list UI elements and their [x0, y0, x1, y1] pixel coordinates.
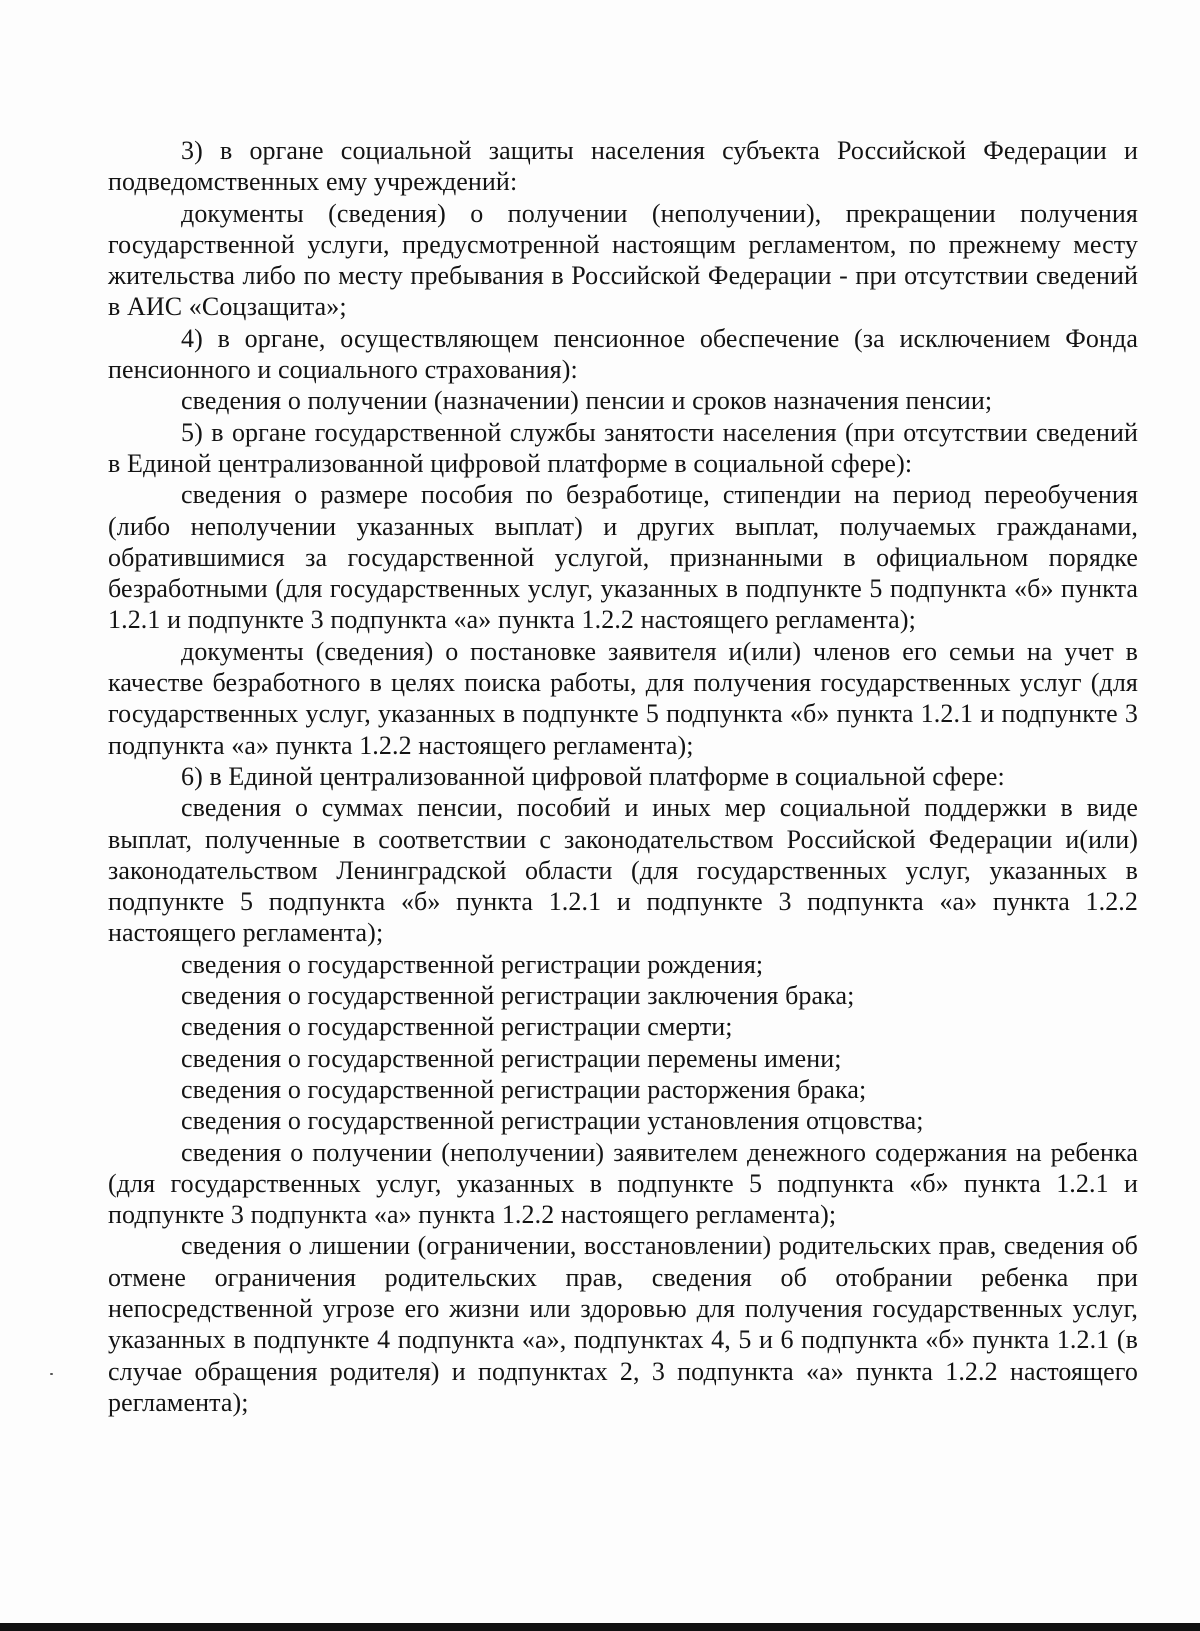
paragraph-name-change-registration: сведения о государственной регистрации перемены имени;: [181, 1043, 842, 1073]
paragraph-pension-info: сведения о получении (назначении) пенсии и сроков назначения пенсии;: [181, 386, 993, 416]
paragraph-child-maintenance: сведения о получении (неполучении) заявителем денежного содержания на ребенка (для государственных услуг, указанных в подпункте 5 подпункта «б» пункта 1.2.1 и подпункте 3 подпункта «а» пункта 1.2.2 настоящего регламента);: [108, 1137, 1138, 1230]
paragraph-paternity-registration: сведения о государственной регистрации установления отцовства;: [181, 1106, 924, 1136]
paragraph-parental-rights: сведения о лишении (ограничении, восстановлении) родительских прав, сведения об отмене ограничения родительских прав, сведения об отобрании ребенка при непосредственной угрозе его жизни или здоровью для получения государственных услуг, указанных в подпункте 4 подпункта «а», подпунктах 4, 5 и 6 подпункта «б» пункта 1.2.1 (в случае обращения родителя) и подпунктах 2, 3 подпункта «а» пункта 1.2.2 настоящего регламента);: [108, 1231, 1138, 1417]
paragraph-marriage-registration: сведения о государственной регистрации заключения брака;: [181, 981, 855, 1011]
paragraph-employment-service: 5) в органе государственной службы занятости населения (при отсутствии сведений в Единой централизованной цифровой платформе в социальной сфере):: [108, 417, 1138, 478]
paragraph-pension-body: 4) в органе, осуществляющем пенсионное обеспечение (за исключением Фонда пенсионного и социального страхования):: [108, 323, 1138, 385]
scan-speck: [50, 1373, 53, 1375]
paragraph-birth-registration: сведения о государственной регистрации рождения;: [181, 949, 764, 979]
paragraph-unemployment-benefit: сведения о размере пособия по безработице, стипендии на период переобучения (либо неполучении указанных выплат) и других выплат, получаемых гражданами, обратившимися за государственной услугой, признанными в официальном порядке безработными (для государственных услуг, указанных в подпункте 5 подпункта «б» пункта 1.2.1 и подпункте 3 подпункта «а» пункта 1.2.2 настоящего регламента);: [108, 480, 1138, 635]
scan-bottom-edge: [0, 1623, 1200, 1631]
paragraph-social-support-sums: сведения о суммах пенсии, пособий и иных мер социальной поддержки в виде выплат, полученные в соответствии с законодательством Российской Федерации и(или) законодательством Ленинградской области (для государственных услуг, указанных в подпункте 5 подпункта «б» пункта 1.2.1 и подпункте 3 подпункта «а» пункта 1.2.2 настоящего регламента);: [108, 793, 1138, 948]
paragraph-digital-platform: 6) в Единой централизованной цифровой платформе в социальной сфере:: [181, 761, 1005, 791]
paragraph-death-registration: сведения о государственной регистрации смерти;: [181, 1012, 733, 1042]
document-body: [108, 135, 1138, 1418]
paragraph-unemployed-registration: документы (сведения) о постановке заявителя и(или) членов его семьи на учет в качестве безработного в целях поиска работы, для получения государственных услуг (для государственных услуг, указанных в подпункте 5 подпункта «б» пункта 1.2.1 и подпункте 3 подпункта «а» пункта 1.2.2 настоящего регламента);: [108, 636, 1138, 760]
paragraph-receipt-documents: документы (сведения) о получении (неполучении), прекращении получения государственной услуги, предусмотренной настоящим регламентом, по прежнему месту жительства либо по месту пребывания в Российской Федерации - при отсутствии сведений в АИС «Соцзащита»;: [108, 198, 1138, 322]
paragraph-divorce-registration: сведения о государственной регистрации расторжения брака;: [181, 1074, 867, 1104]
paragraph-social-protection-body: 3) в органе социальной защиты населения субъекта Российской Федерации и подведомственных ему учреждений:: [108, 136, 1138, 197]
